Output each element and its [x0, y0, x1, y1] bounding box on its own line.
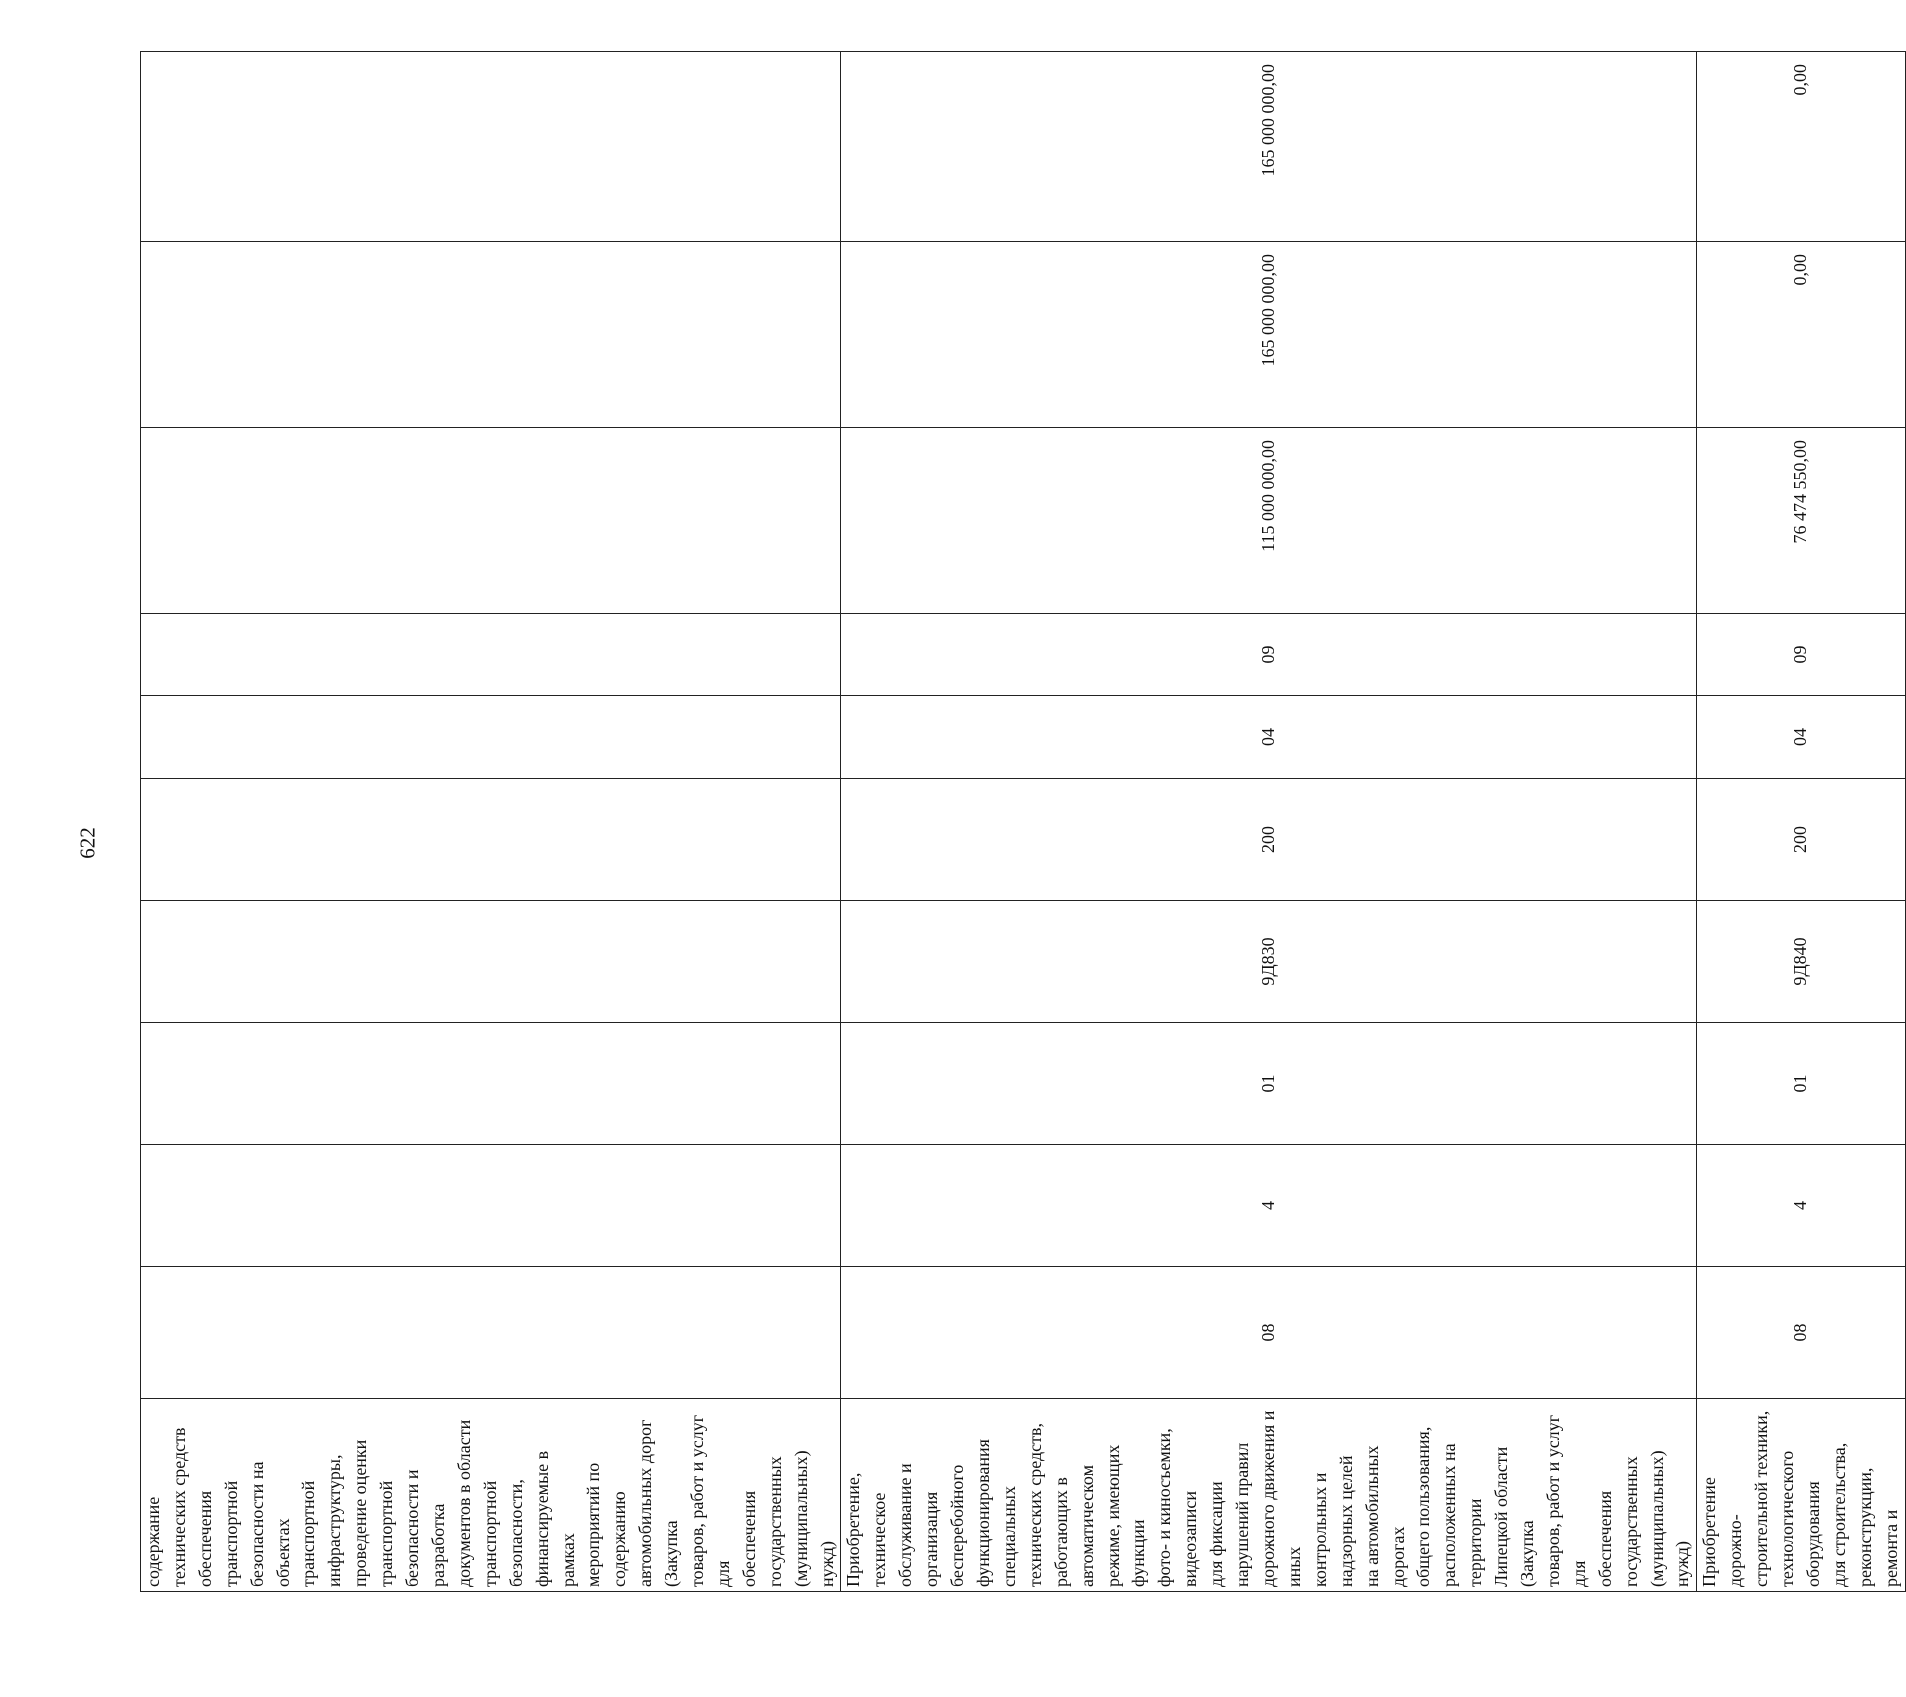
cell-main-event: 01 — [841, 1023, 1697, 1145]
cell-section — [141, 696, 841, 779]
cell-program: 08 — [841, 1267, 1697, 1399]
cell-sum-year-3 — [141, 52, 841, 242]
cell-subprogram: 4 — [841, 1145, 1697, 1267]
row-description: содержание технических средств обеспечения транспортной безопасности на объектах транспортной инфраструктуры, проведение оценки транспортной безопасности и разработка документов в области транспортной безопасности, финансируемые в рамках мероприятий по содержанию автомобильных дорог (Закупка товаров, работ и услуг для обеспечения государственных (муниципальных) нужд) — [141, 1399, 841, 1592]
cell-direction: 9Д830 — [841, 901, 1697, 1023]
rotated-budget-table — [140, 52, 1901, 1592]
row-description: Приобретение, техническое обслуживание и организация бесперебойного функционирования специальных технических средств, работающих в автоматическом режиме, имеющих функции фото- и киносъемки, видеозаписи для фиксации нарушений правил дорожного движения и иных контрольных и надзорных целей на автомобильных дорогах общего пользования, расположенных на территории Липецкой области (Закупка товаров, работ и услуг для обеспечения государственных (муниципальных) нужд) — [841, 1399, 1697, 1592]
cell-section: 04 — [1697, 696, 1905, 779]
table-row — [841, 52, 1697, 1592]
cell-program: 08 — [1697, 1267, 1905, 1399]
cell-main-event: 01 — [1697, 1023, 1905, 1145]
cell-sum-year-3: 0,00 — [1697, 52, 1905, 242]
cell-main-event — [141, 1023, 841, 1145]
table-row — [141, 52, 841, 1592]
cell-subsection: 09 — [841, 614, 1697, 696]
cell-subsection: 09 — [1697, 614, 1905, 696]
cell-program — [141, 1267, 841, 1399]
cell-sum-year-2: 165 000 000,00 — [841, 242, 1697, 428]
cell-expense-type: 200 — [1697, 779, 1905, 901]
cell-sum-year-1: 76 474 550,00 — [1697, 428, 1905, 614]
cell-section: 04 — [841, 696, 1697, 779]
cell-subprogram — [141, 1145, 841, 1267]
row-description: Приобретение дорожно- строительной техники, технологического оборудования для строительства, реконструкции, ремонта и — [1697, 1399, 1905, 1592]
page-number: 622 — [75, 827, 100, 859]
cell-sum-year-2 — [141, 242, 841, 428]
cell-sum-year-1 — [141, 428, 841, 614]
cell-subsection — [141, 614, 841, 696]
cell-sum-year-3: 165 000 000,00 — [841, 52, 1697, 242]
table-row — [1697, 52, 1905, 1592]
cell-expense-type — [141, 779, 841, 901]
cell-direction: 9Д840 — [1697, 901, 1905, 1023]
cell-expense-type: 200 — [841, 779, 1697, 901]
cell-subprogram: 4 — [1697, 1145, 1905, 1267]
cell-sum-year-2: 0,00 — [1697, 242, 1905, 428]
budget-table — [140, 51, 1906, 1592]
cell-sum-year-1: 115 000 000,00 — [841, 428, 1697, 614]
cell-direction — [141, 901, 841, 1023]
